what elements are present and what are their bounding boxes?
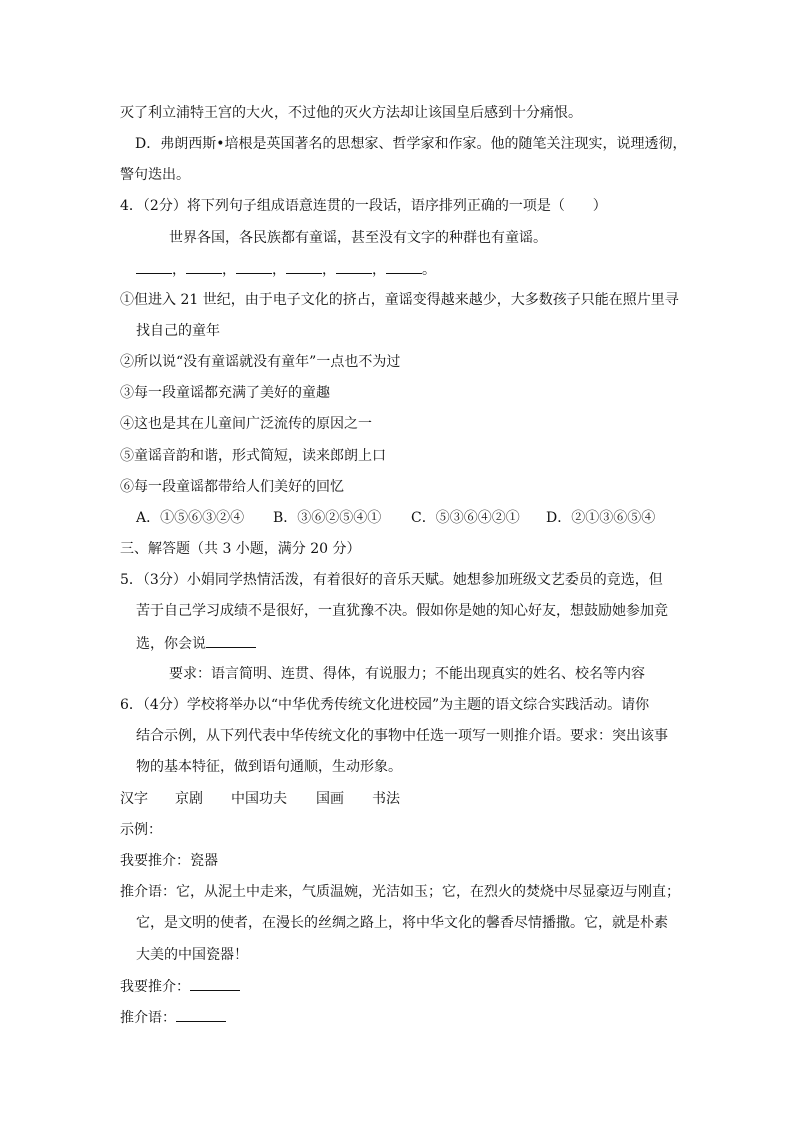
example-intro-end: 大美的中国瓷器！ (136, 947, 248, 963)
question-6-stem-end: 物的基本特征，做到语句通顺，生动形象。 (136, 759, 402, 775)
question-4-option-c[interactable]: C．⑤③⑥④②① (411, 510, 520, 526)
option-d-text: D．弗朗西斯•培根是英国著名的思想家、哲学家和作家。他的随笔关注现实，说理透彻， (135, 136, 687, 152)
answer-blank[interactable] (190, 976, 240, 991)
item-shufa: 书法 (372, 791, 400, 807)
question-5-stem: 5．（3分）小娟同学热情活泼，有着很好的音乐天赋。她想参加班级文艺委员的竞选，但 (120, 572, 663, 588)
sentence-1: ①但进入 21 世纪，由于电子文化的挤占，童谣变得越来越少，大多数孩子只能在照片里寻 (120, 292, 679, 308)
answer-blank[interactable] (286, 259, 322, 274)
question-4-option-d[interactable]: D．②①③⑥⑤④ (546, 510, 656, 526)
recommend-answer-line (120, 976, 240, 997)
example-intro-cont: 它，是文明的使者，在漫长的丝绸之路上，将中华文化的馨香尽情播撒。它，就是朴素 (136, 915, 668, 931)
question-4-option-b[interactable]: B．③⑥②⑤④① (273, 510, 382, 526)
answer-blank[interactable] (176, 1007, 226, 1022)
sentence-6: ⑥每一段童谣都带给人们美好的回忆 (120, 479, 344, 495)
item-kungfu: 中国功夫 (231, 791, 287, 807)
question-4-lead-sentence: 世界各国，各民族都有童谣，甚至没有文字的种群也有童谣。 (169, 230, 547, 246)
sentence-1-cont: 找自己的童年 (136, 323, 220, 339)
intro-answer-line (120, 1007, 226, 1028)
question-4-answer-blanks (136, 259, 436, 280)
sentence-2: ②所以说“没有童谣就没有童年”一点也不为过 (120, 354, 401, 370)
blank-separator: ， (322, 262, 336, 278)
item-hanzi: 汉字 (120, 791, 148, 807)
answer-blank[interactable] (206, 633, 256, 648)
recommend-label: 我要推介： (120, 979, 190, 995)
question-5-stem-end (136, 633, 256, 654)
blank-end: 。 (422, 262, 436, 278)
intro-label: 推介语： (120, 1010, 176, 1026)
question-5-prompt: 选，你会说 (136, 636, 206, 652)
example-label: 示例： (120, 822, 162, 838)
blank-separator: ， (172, 262, 186, 278)
item-guohua: 国画 (316, 791, 344, 807)
item-jingju: 京剧 (175, 791, 203, 807)
question-4-stem: 4．（2分）将下列句子组成语意连贯的一段话，语序排列正确的一项是（ ） (120, 198, 607, 214)
question-5-stem-cont: 苦于自己学习成绩不是很好，一直犹豫不决。假如你是她的知心好友，想鼓励她参加竞 (136, 603, 668, 619)
answer-blank[interactable] (186, 259, 222, 274)
answer-blank[interactable] (386, 259, 422, 274)
question-4-option-a[interactable]: A．①⑤⑥③②④ (136, 510, 245, 526)
blank-separator: ， (272, 262, 286, 278)
answer-blank[interactable] (336, 259, 372, 274)
answer-blank[interactable] (236, 259, 272, 274)
sentence-4: ④这也是其在儿童间广泛流传的原因之一 (120, 416, 372, 432)
text-line: 灭了利立浦特王宫的大火，不过他的灭火方法却让该国皇后感到十分痛恨。 (120, 105, 582, 121)
example-intro: 推介语：它，从泥土中走来，气质温婉，光洁如玉；它，在烈火的焚烧中尽显豪迈与刚直； (120, 884, 680, 900)
example-recommend: 我要推介：瓷器 (120, 853, 218, 869)
question-6-stem: 6．（4分）学校将举办以“中华优秀传统文化进校园”为主题的语文综合实践活动。请你 (120, 697, 650, 713)
sentence-5: ⑤童谣音韵和谐，形式简短，读来郎朗上口 (120, 448, 386, 464)
question-6-stem-cont: 结合示例，从下列代表中华传统文化的事物中任选一项写一则推介语。要求：突出该事 (136, 728, 668, 744)
section-heading: 三、解答题（共 3 小题，满分 20 分） (120, 541, 361, 557)
blank-separator: ， (222, 262, 236, 278)
answer-blank[interactable] (136, 259, 172, 274)
blank-separator: ， (372, 262, 386, 278)
sentence-3: ③每一段童谣都充满了美好的童趣 (120, 385, 330, 401)
question-5-requirement: 要求：语言简明、连贯、得体，有说服力；不能出现真实的姓名、校名等内容 (169, 666, 645, 682)
text-line: 警句迭出。 (120, 167, 190, 183)
